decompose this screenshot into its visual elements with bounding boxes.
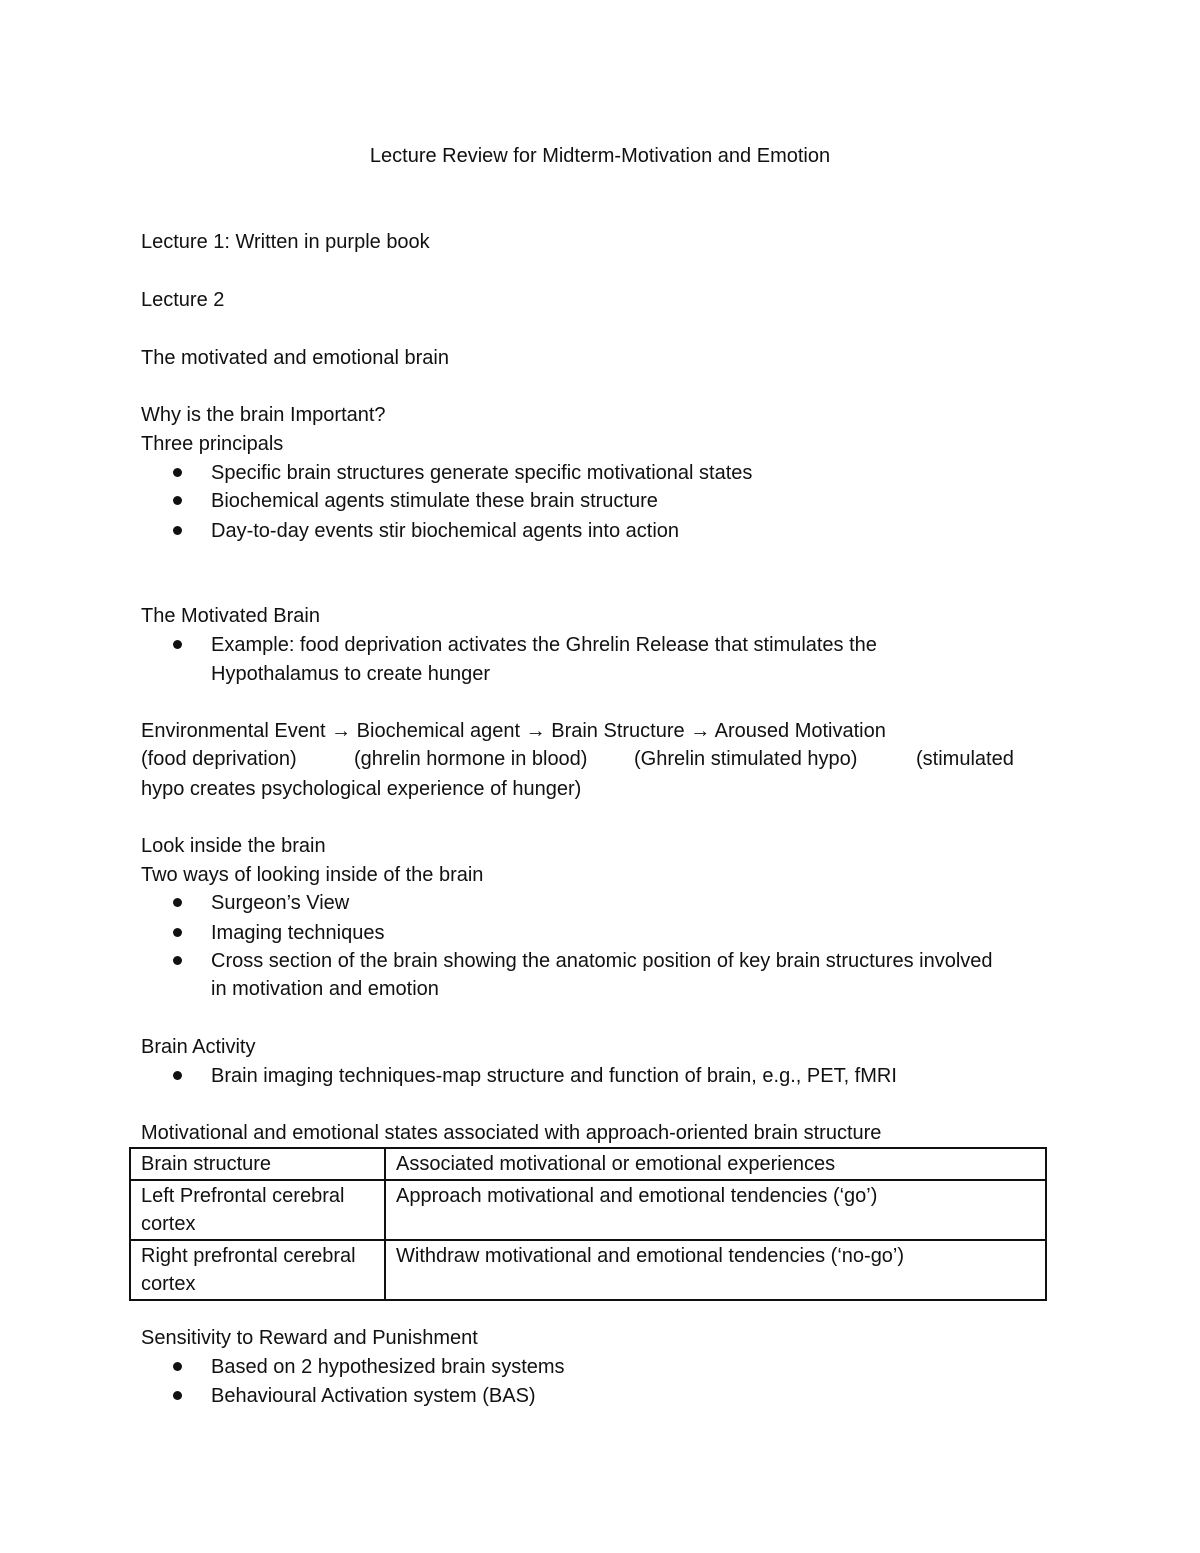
chain-note-continuation: hypo creates psychological experience of hunger) (141, 778, 582, 800)
look-inside-subheading: Two ways of looking inside of the brain (141, 864, 484, 886)
list-item: Day-to-day events stir biochemical agents into action (211, 520, 680, 542)
list-item: Based on 2 hypothesized brain systems (211, 1356, 565, 1378)
arrow-icon: → (331, 720, 352, 742)
bullet-icon (173, 496, 182, 505)
lecture-2-heading: Lecture 2 (141, 289, 225, 311)
list-item: Cross section of the brain showing the anatomic position of key brain structures involved (211, 950, 993, 972)
table-row (130, 1240, 1046, 1300)
chain-step: Aroused Motivation (714, 720, 886, 742)
table-cell: Approach motivational and emotional tendencies (‘go’) (385, 1180, 1046, 1240)
chain-step: Biochemical agent (356, 720, 521, 742)
list-item: Specific brain structures generate specific motivational states (211, 462, 753, 484)
table-header-row (130, 1148, 1046, 1180)
arrow-icon: → (525, 720, 546, 742)
list-item: Behavioural Activation system (BAS) (211, 1385, 536, 1407)
bullet-icon (173, 1362, 182, 1371)
chain-note: (ghrelin hormone in blood) (354, 748, 588, 770)
principals-heading: Three principals (141, 433, 284, 455)
list-item: Brain imaging techniques-map structure and function of brain, e.g., PET, fMRI (211, 1065, 897, 1087)
chain-note: (stimulated (916, 748, 1014, 770)
lecture-1-heading: Lecture 1: Written in purple book (141, 231, 430, 253)
bullet-icon (173, 468, 182, 477)
page-title: Lecture Review for Midterm-Motivation and Emotion (369, 145, 831, 167)
chain-step: Environmental Event (141, 720, 326, 742)
table-header-cell: Brain structure (130, 1148, 385, 1180)
bullet-icon (173, 928, 182, 937)
look-inside-heading: Look inside the brain (141, 835, 326, 857)
bullet-icon (173, 526, 182, 535)
list-item-continuation: Hypothalamus to create hunger (211, 663, 491, 685)
table-cell: Right prefrontal cerebral cortex (130, 1240, 385, 1300)
bullet-icon (173, 1071, 182, 1080)
process-chain (141, 717, 886, 745)
brain-activity-heading: Brain Activity (141, 1036, 256, 1058)
list-item: Surgeon’s View (211, 892, 350, 914)
list-item: Imaging techniques (211, 922, 385, 944)
chain-note: (food deprivation) (141, 748, 297, 770)
question-heading: Why is the brain Important? (141, 404, 386, 426)
table-header-cell: Associated motivational or emotional experiences (385, 1148, 1046, 1180)
chain-step: Brain Structure (551, 720, 685, 742)
motivated-brain-heading: The Motivated Brain (141, 605, 320, 627)
bullet-icon (173, 1391, 182, 1400)
table-caption: Motivational and emotional states associated with approach-oriented brain structure (141, 1122, 882, 1144)
sensitivity-heading: Sensitivity to Reward and Punishment (141, 1327, 478, 1349)
brain-structure-table (129, 1147, 1047, 1301)
bullet-icon (173, 898, 182, 907)
list-item-continuation: in motivation and emotion (211, 978, 439, 1000)
table-row (130, 1180, 1046, 1240)
section-heading: The motivated and emotional brain (141, 347, 449, 369)
table-cell: Left Prefrontal cerebral cortex (130, 1180, 385, 1240)
list-item: Biochemical agents stimulate these brain structure (211, 490, 658, 512)
list-item: Example: food deprivation activates the Ghrelin Release that stimulates the (211, 634, 877, 656)
chain-note: (Ghrelin stimulated hypo) (634, 748, 858, 770)
arrow-icon: → (690, 720, 711, 742)
table-cell: Withdraw motivational and emotional tendencies (‘no-go’) (385, 1240, 1046, 1300)
bullet-icon (173, 640, 182, 649)
bullet-icon (173, 956, 182, 965)
